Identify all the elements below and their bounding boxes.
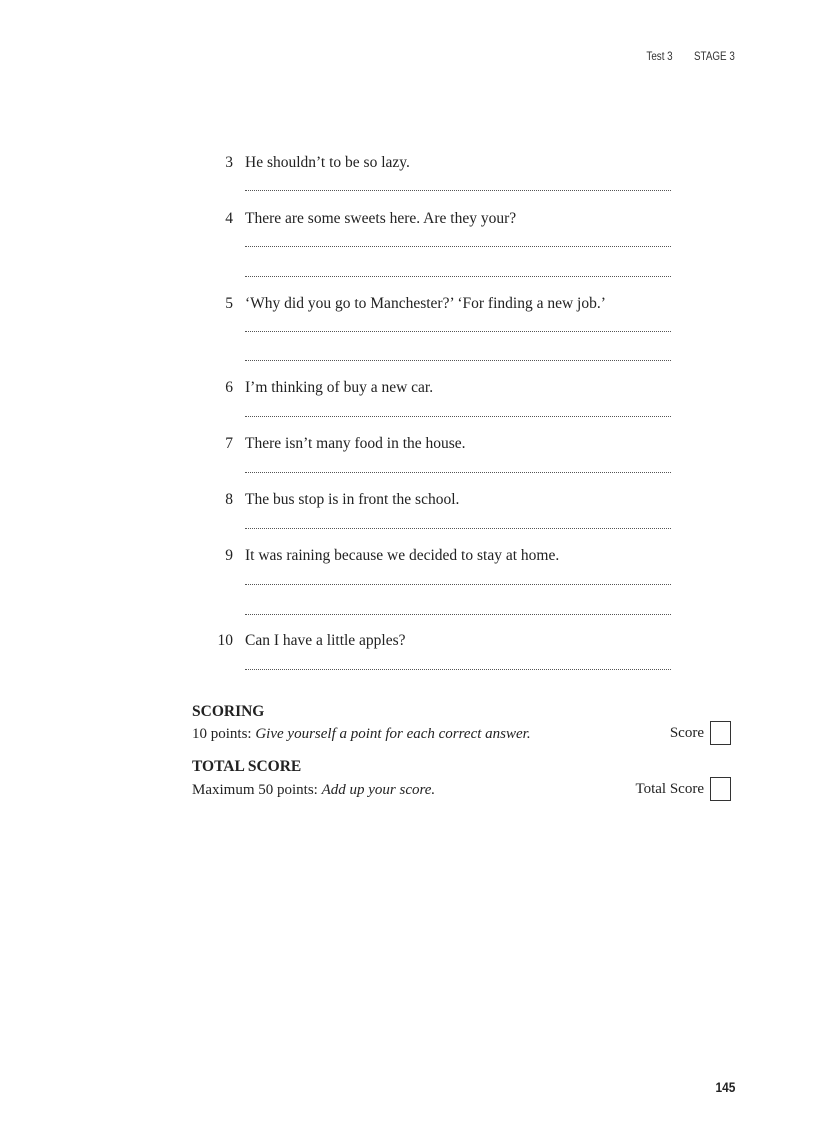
score-field: [670, 721, 731, 745]
question-text: It was raining because we decided to stay at home.: [245, 547, 560, 564]
answer-line[interactable]: [245, 276, 671, 277]
total-score-instruction: Add up your score.: [321, 782, 436, 798]
test-label: Test 3: [646, 49, 673, 63]
scoring-title: SCORING: [192, 703, 265, 720]
question-number: 8: [225, 491, 233, 508]
total-score-title: TOTAL SCORE: [192, 758, 302, 775]
question-number: 7: [225, 435, 233, 452]
question-number: 5: [225, 295, 233, 312]
answer-line[interactable]: [245, 614, 671, 615]
answer-line[interactable]: [245, 331, 671, 332]
question-number: 10: [217, 632, 233, 649]
total-score-description: [192, 780, 435, 800]
scoring-instruction: Give yourself a point for each correct answer.: [255, 726, 531, 742]
answer-line[interactable]: [245, 360, 671, 361]
question-text: There isn’t many food in the house.: [245, 435, 466, 452]
question-number: 3: [225, 154, 233, 171]
question-text: Can I have a little apples?: [245, 632, 406, 649]
answer-line[interactable]: [245, 669, 671, 670]
question-number: 9: [225, 547, 233, 564]
running-header: [647, 49, 735, 63]
question-text: There are some sweets here. Are they your?: [245, 210, 517, 227]
total-score-box[interactable]: [710, 777, 731, 801]
question-text: The bus stop is in front the school.: [245, 491, 460, 508]
total-score-label: Total Score: [635, 781, 704, 797]
page-number: 145: [715, 1079, 735, 1095]
total-score-points: Maximum 50 points:: [192, 782, 318, 798]
score-box[interactable]: [710, 721, 731, 745]
question-text: ‘Why did you go to Manchester?’ ‘For finding a new job.’: [245, 295, 606, 312]
total-score-field: [635, 777, 731, 801]
question-number: 4: [225, 210, 233, 227]
question-text: He shouldn’t to be so lazy.: [245, 154, 410, 171]
scoring-points: 10 points:: [192, 726, 252, 742]
question-number: 6: [225, 379, 233, 396]
scoring-description: [192, 724, 531, 744]
answer-line[interactable]: [245, 416, 671, 417]
answer-line[interactable]: [245, 528, 671, 529]
score-label: Score: [669, 725, 704, 741]
answer-line[interactable]: [245, 584, 671, 585]
answer-line[interactable]: [245, 472, 671, 473]
stage-label: STAGE 3: [694, 49, 735, 63]
answer-line[interactable]: [245, 190, 671, 191]
answer-line[interactable]: [245, 246, 671, 247]
question-text: I’m thinking of buy a new car.: [245, 379, 434, 396]
